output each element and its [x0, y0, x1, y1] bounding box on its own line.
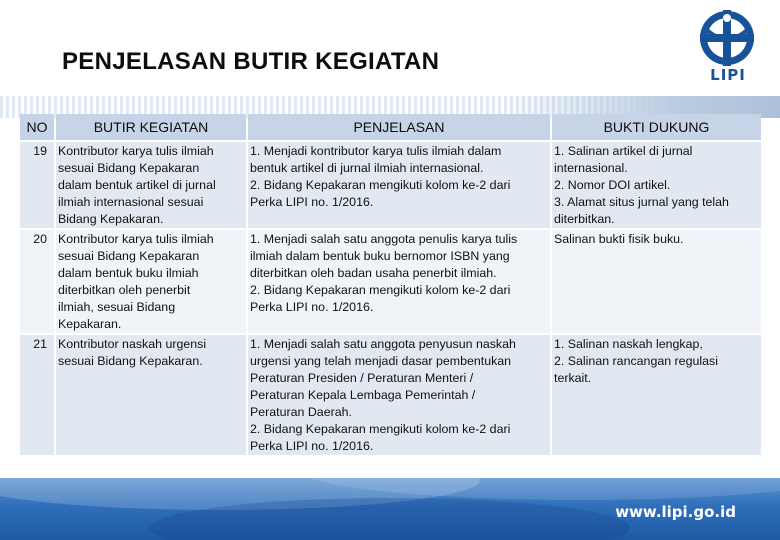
cell-line: 3. Alamat situs jurnal yang telah	[554, 195, 729, 209]
cell-line: Peraturan Daerah.	[250, 405, 352, 419]
cell-bukti	[552, 230, 761, 333]
cell-no: 21	[20, 335, 54, 455]
cell-line: 2. Salinan rancangan regulasi	[554, 354, 718, 368]
cell-line: Salinan bukti fisik buku.	[554, 232, 684, 246]
cell-line: ilmiah dalam bentuk buku bernomor ISBN yang	[250, 249, 510, 263]
cell-line: urgensi yang telah menjadi dasar pembentukan	[250, 354, 512, 368]
cell-line: 2. Bidang Kepakaran mengikuti kolom ke-2 dari	[250, 422, 511, 436]
cell-line: terkait.	[554, 371, 592, 385]
cell-line: dalam bentuk artikel di jurnal	[58, 178, 216, 192]
cell-line: dalam bentuk buku ilmiah	[58, 266, 199, 280]
cell-line: 1. Salinan artikel di jurnal	[554, 144, 693, 158]
cell-line: Perka LIPI no. 1/2016.	[250, 300, 374, 314]
cell-line: Bidang Kepakaran.	[58, 212, 164, 226]
cell-line: 2. Bidang Kepakaran mengikuti kolom ke-2 dari	[250, 178, 511, 192]
cell-line: ilmiah internasional sesuai	[58, 195, 204, 209]
table-header-row	[20, 114, 761, 140]
table-row	[20, 230, 761, 333]
cell-line: 1. Menjadi kontributor karya tulis ilmiah dalam	[250, 144, 502, 158]
cell-line: sesuai Bidang Kepakaran	[58, 249, 200, 263]
activity-table	[18, 112, 763, 457]
cell-line: Peraturan Kepala Lembaga Pemerintah /	[250, 388, 476, 402]
logo-text: LIPI	[710, 66, 746, 84]
cell-line: bentuk artikel di jurnal ilmiah internasional.	[250, 161, 484, 175]
cell-line: Kontributor naskah urgensi	[58, 337, 207, 351]
cell-line: sesuai Bidang Kepakaran	[58, 161, 200, 175]
cell-bukti	[552, 335, 761, 455]
header-no: NO	[20, 114, 54, 140]
cell-line: internasional.	[554, 161, 628, 175]
table-row	[20, 335, 761, 455]
cell-penjelasan	[248, 142, 550, 228]
cell-line: diterbitkan.	[554, 212, 615, 226]
cell-line: Kepakaran.	[58, 317, 122, 331]
cell-no: 20	[20, 230, 54, 333]
header-bukti: BUKTI DUKUNG	[552, 114, 761, 140]
cell-line: 1. Menjadi salah satu anggota penyusun naskah	[250, 337, 516, 351]
cell-line: Perka LIPI no. 1/2016.	[250, 439, 374, 453]
cell-line: 1. Salinan naskah lengkap,	[554, 337, 703, 351]
cell-line: sesuai Bidang Kepakaran.	[58, 354, 203, 368]
header-butir: BUTIR KEGIATAN	[56, 114, 246, 140]
cell-line: Perka LIPI no. 1/2016.	[250, 195, 374, 209]
cell-line: Kontributor karya tulis ilmiah	[58, 144, 214, 158]
cell-line: Peraturan Presiden / Peraturan Menteri /	[250, 371, 474, 385]
table-row	[20, 142, 761, 228]
cell-line: 2. Nomor DOI artikel.	[554, 178, 671, 192]
cell-no: 19	[20, 142, 54, 228]
cell-line: diterbitkan oleh badan usaha penerbit ilmiah.	[250, 266, 497, 280]
cell-line: Kontributor karya tulis ilmiah	[58, 232, 214, 246]
cell-line: 2. Bidang Kepakaran mengikuti kolom ke-2 dari	[250, 283, 511, 297]
header-penjelasan: PENJELASAN	[248, 114, 550, 140]
page-title: PENJELASAN BUTIR KEGIATAN	[62, 48, 440, 75]
cell-butir	[56, 230, 246, 333]
cell-bukti	[552, 142, 761, 228]
footer-url[interactable]: www.lipi.go.id	[615, 503, 736, 521]
cell-line: 1. Menjadi salah satu anggota penulis karya tulis	[250, 232, 518, 246]
footer-band	[0, 478, 780, 540]
cell-penjelasan	[248, 335, 550, 455]
cell-penjelasan	[248, 230, 550, 333]
cell-butir	[56, 142, 246, 228]
cell-line: diterbitkan oleh penerbit	[58, 283, 191, 297]
cell-line: ilmiah, sesuai Bidang	[58, 300, 176, 314]
cell-butir	[56, 335, 246, 455]
